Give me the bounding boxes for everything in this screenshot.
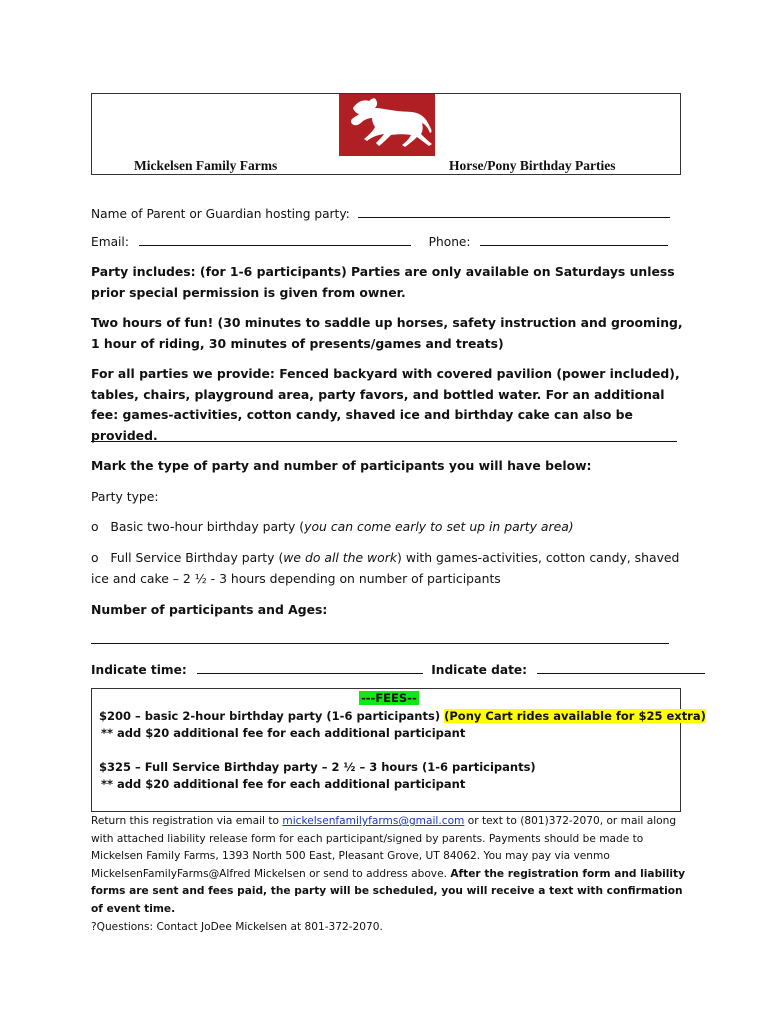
- two-hours-text: Two hours of fun! (30 minutes to saddle up horses, safety instruction and grooming, 1 hour of riding, 30 minutes of presents/games and treats): [91, 315, 683, 351]
- option-full-service[interactable]: o Full Service Birthday party (we do all the work) with games-activities, cotton candy, shaved ice and cake – 2 ½ - 3 hours depending on number of participants: [91, 550, 680, 586]
- option-basic[interactable]: o Basic two-hour birthday party (you can come early to set up in party area): [91, 519, 574, 534]
- header-box: [91, 93, 681, 175]
- mark-heading: Mark the type of party and number of participants you will have below:: [91, 458, 592, 473]
- document-title: Horse/Pony Birthday Parties: [449, 158, 616, 173]
- date-field[interactable]: [537, 662, 705, 674]
- pony-cart-note: (Pony Cart rides available for $25 extra): [444, 709, 706, 723]
- participants-field[interactable]: [91, 643, 669, 644]
- participants-label: Number of participants and Ages:: [91, 602, 328, 617]
- basic-additional-fee: ** add $20 additional fee for each additional participant: [101, 726, 466, 740]
- divider: [91, 441, 677, 442]
- phone-field[interactable]: [480, 234, 668, 246]
- checkbox-basic[interactable]: o: [91, 519, 99, 534]
- provided-items-text: For all parties we provide: Fenced backyard with covered pavilion (power included), tables, chairs, playground area, party favors, and bottled water. For an additional fee: games-activities, cotton candy, shaved ice and birthday cake can also be provided.: [91, 366, 680, 443]
- registration-instructions: Return this registration via email to mickelsenfamilyfarms@gmail.com or text to (801)372-2070, or mail along with attached liability release form for each participant/signed by parents. Payments should be made to Mickelsen Family Farms, 1393 North 500 East, Pleasant Grove, UT 84062. You may pay via venmo MickelsenFamilyFarms@Alfred Mickelsen or send to address above. After the registration form and liability forms are sent and fees paid, the party will be scheduled, you will receive a text with confirmation of event time. ?Questions: Contact JoDee Mickelsen at 801-372-2070.: [91, 815, 686, 933]
- checkbox-full-service[interactable]: o: [91, 550, 99, 565]
- basic-fee-line: $200 – basic 2-hour birthday party (1-6 participants) (Pony Cart rides available for $25 extra): [99, 709, 706, 723]
- date-label: Indicate date:: [431, 663, 528, 677]
- email-field[interactable]: [139, 234, 411, 246]
- scheduling-note: After the registration form and liability forms are sent and fees paid, the party will be scheduled, you will receive a text with confirmation of event time.: [91, 867, 686, 915]
- full-additional-fee: ** add $20 additional fee for each additional participant: [101, 777, 466, 791]
- party-includes-text: Party includes: (for 1-6 participants) Parties are only available on Saturdays unless prior special permission is given from owner.: [91, 264, 675, 300]
- time-field[interactable]: [197, 662, 423, 674]
- fees-box: [91, 688, 706, 812]
- party-type-label: Party type:: [91, 489, 159, 504]
- full-service-fee-line: $325 – Full Service Birthday party – 2 ½ – 3 hours (1-6 participants): [99, 760, 536, 774]
- contact-row: [91, 234, 668, 249]
- email-link[interactable]: mickelsenfamilyfarms@gmail.com: [282, 815, 465, 827]
- phone-label: Phone:: [428, 235, 471, 249]
- parent-name-label: Name of Parent or Guardian hosting party:: [91, 207, 350, 221]
- time-date-row: [91, 662, 705, 677]
- time-label: Indicate time:: [91, 663, 187, 677]
- horse-logo-icon: [339, 94, 435, 156]
- parent-name-field[interactable]: [358, 206, 670, 218]
- questions-contact: ?Questions: Contact JoDee Mickelsen at 801-372-2070.: [91, 920, 383, 933]
- farm-name: Mickelsen Family Farms: [134, 158, 278, 173]
- fees-title: ---FEES--: [361, 691, 417, 705]
- parent-name-row: [91, 206, 670, 221]
- email-label: Email:: [91, 235, 129, 249]
